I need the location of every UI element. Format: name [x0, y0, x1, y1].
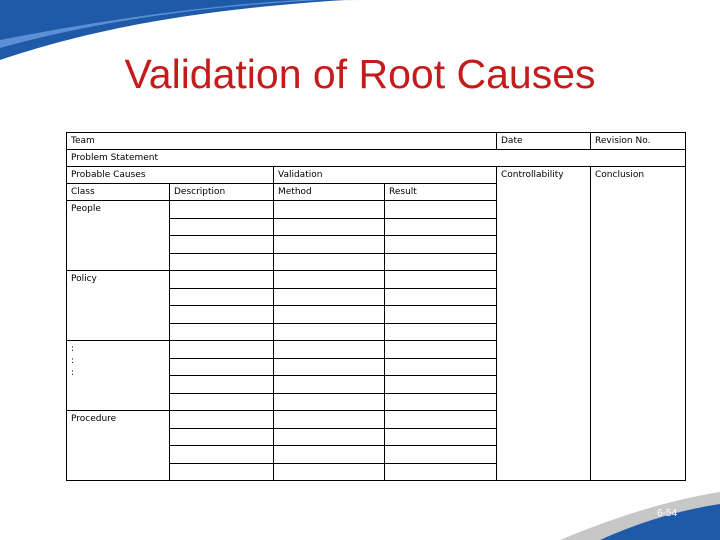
class-cell	[66, 340, 170, 411]
class-header-label: Class	[71, 187, 95, 197]
result-cell[interactable]	[384, 340, 497, 359]
description-cell[interactable]	[169, 375, 274, 394]
result-cell[interactable]	[384, 305, 497, 324]
description-header-label: Description	[174, 187, 226, 197]
result-cell[interactable]	[384, 358, 497, 377]
method-header-label: Method	[278, 187, 312, 197]
method-cell[interactable]	[273, 270, 385, 289]
revision-cell	[590, 132, 686, 150]
class-label: Policy	[71, 274, 97, 284]
problem-statement-cell	[66, 149, 686, 167]
method-cell[interactable]	[273, 358, 385, 377]
method-cell[interactable]	[273, 445, 385, 464]
class-label: Procedure	[71, 414, 117, 424]
description-cell[interactable]	[169, 235, 274, 254]
date-label: Date	[501, 136, 523, 146]
slide-title: Validation of Root Causes	[124, 51, 596, 97]
method-cell[interactable]	[273, 288, 385, 307]
method-cell[interactable]	[273, 253, 385, 272]
result-cell[interactable]	[384, 393, 497, 412]
team-label: Team	[71, 136, 95, 146]
description-cell[interactable]	[169, 305, 274, 324]
method-cell[interactable]	[273, 410, 385, 429]
result-cell[interactable]	[384, 235, 497, 254]
description-cell[interactable]	[169, 288, 274, 307]
class-cell	[66, 200, 170, 271]
description-cell[interactable]	[169, 253, 274, 272]
revision-label: Revision No.	[595, 136, 651, 146]
result-header-cell	[384, 183, 497, 201]
controllability-cell	[496, 166, 591, 481]
class-header-cell	[66, 183, 170, 201]
method-cell[interactable]	[273, 323, 385, 342]
description-cell[interactable]	[169, 463, 274, 482]
description-cell[interactable]	[169, 340, 274, 359]
result-cell[interactable]	[384, 375, 497, 394]
result-cell[interactable]	[384, 218, 497, 237]
problem-statement-label: Problem Statement	[71, 153, 159, 163]
description-header-cell	[169, 183, 274, 201]
method-cell[interactable]	[273, 218, 385, 237]
method-cell[interactable]	[273, 200, 385, 219]
result-cell[interactable]	[384, 200, 497, 219]
result-cell[interactable]	[384, 323, 497, 342]
description-cell[interactable]	[169, 323, 274, 342]
result-cell[interactable]	[384, 288, 497, 307]
controllability-label: Controllability	[501, 170, 564, 180]
validation-label: Validation	[278, 170, 323, 180]
team-cell	[66, 132, 497, 150]
description-cell[interactable]	[169, 358, 274, 377]
description-cell[interactable]	[169, 393, 274, 412]
class-cell	[66, 270, 170, 341]
class-cell	[66, 410, 170, 481]
result-cell[interactable]	[384, 253, 497, 272]
result-cell[interactable]	[384, 428, 497, 447]
method-cell[interactable]	[273, 375, 385, 394]
description-cell[interactable]	[169, 410, 274, 429]
description-cell[interactable]	[169, 218, 274, 237]
conclusion-cell	[590, 166, 686, 481]
slide-number: 6-54	[656, 508, 677, 519]
probable-causes-label: Probable Causes	[71, 170, 146, 180]
result-cell[interactable]	[384, 410, 497, 429]
method-cell[interactable]	[273, 235, 385, 254]
conclusion-label: Conclusion	[595, 170, 645, 180]
method-cell[interactable]	[273, 340, 385, 359]
method-cell[interactable]	[273, 305, 385, 324]
method-cell[interactable]	[273, 393, 385, 412]
class-label: : : :	[71, 344, 75, 378]
result-cell[interactable]	[384, 463, 497, 482]
result-cell[interactable]	[384, 445, 497, 464]
class-label: People	[71, 204, 101, 214]
method-cell[interactable]	[273, 428, 385, 447]
date-cell	[496, 132, 591, 150]
method-header-cell	[273, 183, 385, 201]
description-cell[interactable]	[169, 200, 274, 219]
description-cell[interactable]	[169, 428, 274, 447]
result-cell[interactable]	[384, 270, 497, 289]
method-cell[interactable]	[273, 463, 385, 482]
validation-cell	[273, 166, 497, 184]
description-cell[interactable]	[169, 270, 274, 289]
result-header-label: Result	[389, 187, 417, 197]
probable-causes-cell	[66, 166, 274, 184]
description-cell[interactable]	[169, 445, 274, 464]
